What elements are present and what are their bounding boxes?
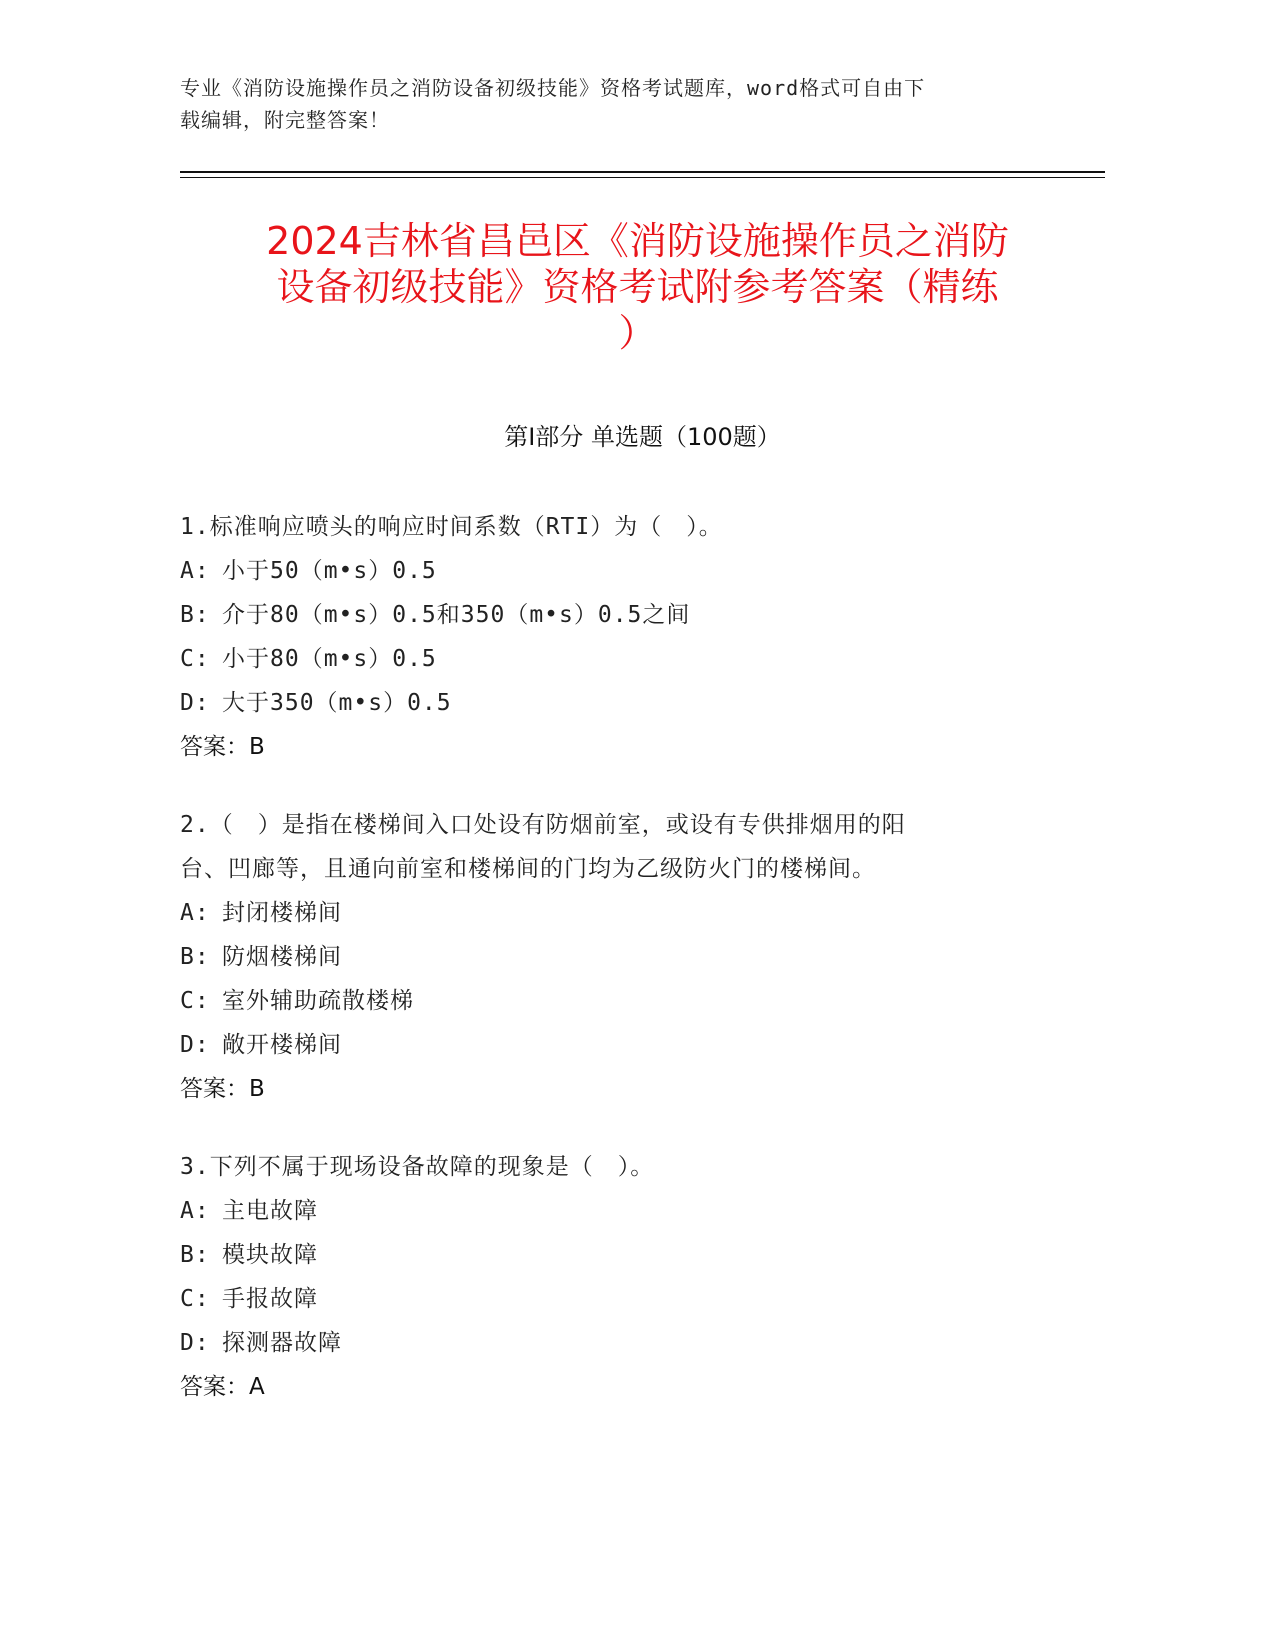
option-a (180, 891, 1080, 935)
option-letter: A: (180, 900, 210, 926)
page-title-line3: ） (618, 311, 657, 355)
option-a (180, 549, 1080, 593)
option-text: 介于80（m•s）0.5和350（m•s）0.5之间 (222, 602, 691, 628)
option-letter: A: (180, 1198, 210, 1224)
option-text: 大于350（m•s）0.5 (222, 690, 452, 716)
option-text: 封闭楼梯间 (222, 900, 342, 926)
question-stem-line1: 2.（ ）是指在楼梯间入口处设有防烟前室，或设有专供排烟用的阳 (180, 812, 906, 838)
option-text: 小于80（m•s）0.5 (222, 646, 437, 672)
option-letter: D: (180, 1330, 210, 1356)
question-stem: 3.下列不属于现场设备故障的现象是（ ）。 (180, 1154, 655, 1180)
answer-line: 答案：A (180, 1374, 265, 1400)
option-c (180, 979, 1080, 1023)
page-title (130, 218, 1145, 356)
option-letter: B: (180, 602, 210, 628)
section-title: 第Ⅰ部分 单选题（100题） (504, 423, 781, 451)
answer-line: 答案：B (180, 1076, 265, 1102)
option-letter: C: (180, 988, 210, 1014)
header-divider-thin (180, 177, 1105, 178)
question-2 (180, 803, 1080, 1111)
option-text: 主电故障 (222, 1198, 318, 1224)
header-divider-thick (180, 171, 1105, 173)
question-3 (180, 1145, 1080, 1409)
option-d (180, 1023, 1080, 1067)
option-d (180, 1321, 1080, 1365)
option-text: 敞开楼梯间 (222, 1032, 342, 1058)
header-note-line2: 载编辑，附完整答案！ (180, 108, 390, 132)
option-text: 防烟楼梯间 (222, 944, 342, 970)
question-stem-line2: 台、凹廊等，且通向前室和楼梯间的门均为乙级防火门的楼梯间。 (180, 856, 876, 882)
header-note-line1: 专业《消防设施操作员之消防设备初级技能》资格考试题库，word格式可自由下 (180, 76, 926, 100)
question-stem: 1.标准响应喷头的响应时间系数（RTI）为（ ）。 (180, 514, 723, 540)
question-1 (180, 505, 1080, 769)
option-letter: C: (180, 1286, 210, 1312)
option-letter: C: (180, 646, 210, 672)
option-text: 手报故障 (222, 1286, 318, 1312)
option-b (180, 935, 1080, 979)
page-title-line1: 2024吉林省昌邑区《消防设施操作员之消防 (266, 219, 1009, 263)
option-letter: B: (180, 944, 210, 970)
option-letter: A: (180, 558, 210, 584)
option-c (180, 1277, 1080, 1321)
option-text: 室外辅助疏散楼梯 (222, 988, 414, 1014)
option-c (180, 637, 1080, 681)
page-title-line2: 设备初级技能》资格考试附参考答案（精练 (276, 265, 999, 309)
header-note (180, 72, 1060, 136)
question-list (180, 505, 1080, 1443)
option-b (180, 593, 1080, 637)
option-text: 探测器故障 (222, 1330, 342, 1356)
option-b (180, 1233, 1080, 1277)
option-text: 小于50（m•s）0.5 (222, 558, 437, 584)
option-letter: D: (180, 1032, 210, 1058)
option-letter: B: (180, 1242, 210, 1268)
answer-line: 答案：B (180, 734, 265, 760)
option-text: 模块故障 (222, 1242, 318, 1268)
option-a (180, 1189, 1080, 1233)
option-d (180, 681, 1080, 725)
option-letter: D: (180, 690, 210, 716)
